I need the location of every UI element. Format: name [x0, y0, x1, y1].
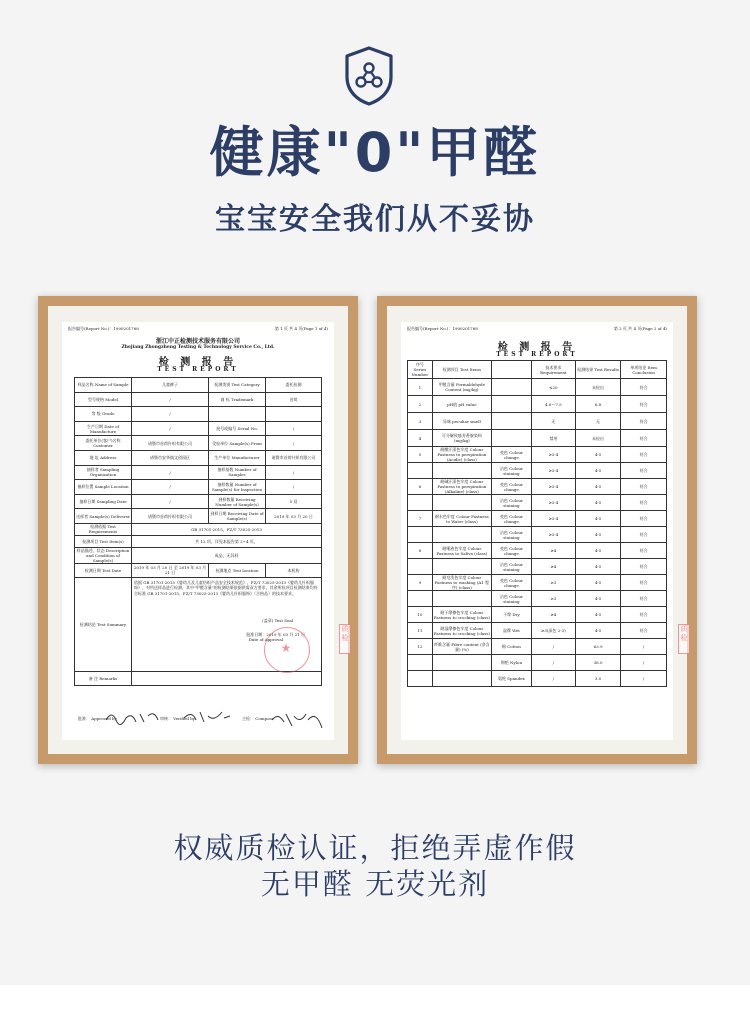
report-title-cn: 检 测 报 告 — [497, 342, 577, 353]
results-cell: ≥3 — [531, 591, 575, 607]
edge-seal-stamp: 质检 — [678, 624, 690, 654]
results-cell: 4.0～7.5 — [531, 396, 575, 413]
results-cell: 4-5 — [575, 575, 620, 591]
results-cell: ≤20 — [531, 379, 575, 396]
results-header-cell: 技术要求 Requirement — [531, 361, 575, 379]
report-info-cell: 型号规格 Model — [75, 392, 132, 407]
results-cell: 符合 — [621, 379, 667, 396]
report-info-cell: 生产日期 Date of Manufacture — [75, 421, 132, 436]
results-cell: ≥4 — [531, 559, 575, 575]
report-info-row — [75, 407, 322, 422]
results-cell: 符合 — [621, 430, 667, 447]
report-info-cell: 抽样日期 Sampling Date — [75, 494, 132, 509]
report-info-cell — [209, 407, 266, 422]
org-name-cn: 浙江中正检测技术服务有限公司 — [155, 338, 240, 345]
items-value: 共 12 项，详见本报告第 2~4 页。 — [132, 535, 322, 547]
results-cell: 符合 — [621, 413, 667, 430]
results-cell — [408, 559, 433, 575]
results-cell: 6 — [408, 479, 433, 495]
results-cell: 沾色 Colour staining — [492, 591, 532, 607]
results-cell: 4-5 — [575, 607, 620, 623]
test-date-value: 2019 年 03 月 20 日 至 2019 年 03 月 21 日 — [132, 563, 209, 577]
report-info-cell: 5 双 — [266, 494, 322, 509]
report-info-cell: / — [266, 465, 322, 480]
report-info-cell: 首荷 — [266, 392, 322, 407]
results-cell: 符合 — [621, 575, 667, 591]
report-info-cell: 抽样基数 Number of Samples — [209, 465, 266, 480]
report-info-row — [75, 465, 322, 480]
verified-by: 审核： Verified by — [160, 716, 196, 721]
report-info-cell: / — [132, 494, 209, 509]
results-cell: 4-5 — [575, 463, 620, 479]
signature-approver — [104, 708, 164, 726]
results-cell: ≥3-4 — [531, 511, 575, 527]
results-cell: 符合 — [621, 543, 667, 559]
report-info-cell: / — [132, 480, 209, 495]
shield-molecule-icon — [343, 45, 395, 107]
red-seal-stamp — [264, 627, 310, 673]
report-info-cell: 抽样者 Sampling Organization — [75, 465, 132, 480]
results-cell: 4-5 — [575, 623, 620, 639]
signature-compiler — [270, 708, 326, 732]
results-cell: 4-5 — [575, 479, 620, 495]
results-cell: 甲醛含量 Formaldehyde Content (mg/kg) — [432, 379, 491, 396]
results-cell: 4-5 — [575, 591, 620, 607]
requirements-label: 检测依据 Test Requirements — [75, 523, 132, 535]
report-info-row — [75, 450, 322, 465]
certificate-frame-left — [38, 296, 358, 764]
report-info-row — [75, 509, 322, 524]
results-cell: 4-5 — [575, 447, 620, 463]
results-cell: 未检出 — [575, 430, 620, 447]
report-info-cell: / — [132, 407, 209, 422]
frame-mat — [48, 306, 348, 754]
page-number: 第 1 页 共 4 页(Page 1 of 4) — [274, 326, 328, 331]
edge-seal-stamp: 质检 — [339, 624, 351, 654]
results-row — [408, 591, 667, 607]
results-cell: 63.9 — [575, 639, 620, 655]
results-header-cell: 检测结果 Test Results — [575, 361, 620, 379]
report-info-cell: 批号或编号 Serial No. — [209, 421, 266, 436]
report-info-cell: 诸暨市安华镇文创园区 — [132, 450, 209, 465]
results-row — [408, 607, 667, 623]
results-cell: / — [531, 655, 575, 671]
report-info-cell: / — [266, 480, 322, 495]
results-row — [408, 396, 667, 413]
results-row — [408, 671, 667, 687]
report-info-row — [75, 494, 322, 509]
results-row — [408, 543, 667, 559]
results-cell: 纤维含量 Fibre content (净含量) (%) — [432, 639, 491, 655]
page-number: 第 2 页 共 4 页(Page 2 of 4) — [613, 326, 667, 331]
report-info-cell: 地 址 Address — [75, 450, 132, 465]
report-info-cell: 送样者 Sample(s) Deliverer — [75, 509, 132, 524]
results-header-cell: 检测项目 Test Items — [432, 361, 491, 379]
results-cell: 符合 — [621, 479, 667, 495]
results-cell: 11 — [408, 623, 433, 639]
results-cell: 符合 — [621, 495, 667, 511]
report-info-cell: 诸暨市首荷针织有限公司 — [132, 509, 209, 524]
results-cell: 符合 — [621, 396, 667, 413]
report-info-cell: 诸暨市首荷针织有限公司 — [266, 450, 322, 465]
results-row — [408, 623, 667, 639]
report-info-row — [75, 421, 322, 436]
results-cell — [492, 413, 532, 430]
results-cell: / — [621, 655, 667, 671]
results-cell — [432, 463, 491, 479]
results-cell: ≥3(深色 2-3) — [531, 623, 575, 639]
results-cell: 5 — [408, 447, 433, 463]
results-cell — [492, 430, 532, 447]
caption-line-2: 无甲醛 无荧光剂 — [260, 867, 490, 901]
results-cell: ≥3 — [531, 575, 575, 591]
summary-text: 依据 GB 31701-2015《婴幼儿及儿童纺织产品安全技术规范》、FZ/T 73025-2013《婴幼儿针织服饰》，对所送样品进行检测，其中"甲醛含量"的检测结果依据供需双方要求，其余所检项目检测结果均符合标准 GB 31701-2015、FZ/T 73025-2013《婴幼儿针织服饰》（合格品）的技术要求。 — [134, 579, 318, 596]
results-cell: 4-5 — [575, 511, 620, 527]
results-cell: 变色 Colour change — [492, 511, 532, 527]
results-row — [408, 639, 667, 655]
report-info-cell: 等 级 Grade — [75, 407, 132, 422]
results-row — [408, 479, 667, 495]
report-info-cell: 2019 年 03 月 20 日 — [266, 509, 322, 524]
test-report-page-2 — [401, 322, 673, 740]
signature-verifier — [182, 708, 232, 726]
results-cell: 无 — [531, 413, 575, 430]
description-label: 样品描述、状态 Description and Condition of Sample(s) — [75, 547, 132, 563]
results-cell: 沾色 Colour staining — [492, 463, 532, 479]
description-value: 成品、无异样 — [132, 547, 322, 563]
results-cell: 变色 Colour change — [492, 479, 532, 495]
report-number: 报告编号(Report No.)：1900201768 — [68, 326, 139, 331]
results-cell: / — [531, 671, 575, 687]
seal-text: (盖章) Test Seal — [262, 618, 293, 624]
report-info-cell: 到样数量 Receiving Number of Sample(s) — [209, 494, 266, 509]
results-cell: 12 — [408, 639, 433, 655]
results-cell: ≥3-4 — [531, 527, 575, 543]
results-cell: 变色 Colour change — [492, 575, 532, 591]
report-info-cell: 检测类别 Test Category — [209, 378, 266, 393]
results-cell: 符合 — [621, 463, 667, 479]
results-cell — [432, 559, 491, 575]
results-cell: 异味 peculiar smell — [432, 413, 491, 430]
report-info-cell: 生产单位 Manufacturer — [209, 450, 266, 465]
items-label: 检测项目 Test Item(s) — [75, 535, 132, 547]
results-cell: 未检出 — [575, 379, 620, 396]
results-row — [408, 430, 667, 447]
results-cell — [432, 655, 491, 671]
results-cell: 符合 — [621, 559, 667, 575]
test-report-page-1 — [62, 322, 334, 740]
results-cell — [408, 591, 433, 607]
results-cell: 10 — [408, 607, 433, 623]
bottom-strip — [0, 985, 750, 1036]
results-row — [408, 575, 667, 591]
results-cell: 干摩 Dry — [492, 607, 532, 623]
results-row — [408, 527, 667, 543]
report-info-cell: / — [132, 392, 209, 407]
results-row — [408, 495, 667, 511]
results-cell — [432, 495, 491, 511]
results-cell: 耐碱汗渍色牢度 Colour Fastness to perspiration (Alkaline) (class) — [432, 479, 491, 495]
results-cell: 36.0 — [575, 655, 620, 671]
results-cell: / — [621, 639, 667, 655]
results-cell: 耐水色牢度 Colour Fastness to Water (class) — [432, 511, 491, 527]
results-cell: ≥3-4 — [531, 463, 575, 479]
summary-label: 检测结论 Test Summary — [75, 577, 132, 671]
results-row — [408, 413, 667, 430]
results-cell: 棉 Cotton — [492, 639, 532, 655]
results-cell: 符合 — [621, 591, 667, 607]
results-cell: / — [621, 671, 667, 687]
report-info-cell: 抽样位置 Sample Location — [75, 480, 132, 495]
report-title-en: TEST REPORT — [157, 366, 239, 373]
results-cell: 符合 — [621, 607, 667, 623]
results-cell: 氨纶 Spandex — [492, 671, 532, 687]
results-cell — [408, 655, 433, 671]
results-cell: pH值 pH value — [432, 396, 491, 413]
results-cell: 湿摩 Wet — [492, 623, 532, 639]
results-cell: ≥3-4 — [531, 495, 575, 511]
results-header-cell: 序号 Series Number — [408, 361, 433, 379]
report-info-cell: / — [132, 421, 209, 436]
results-cell: 沾色 Colour staining — [492, 495, 532, 511]
subheadline: 宝宝安全我们从不妥协 — [215, 202, 535, 237]
results-row — [408, 379, 667, 396]
location-value: 本机构 — [266, 563, 322, 577]
results-cell: 符合 — [621, 527, 667, 543]
results-cell — [408, 671, 433, 687]
results-row — [408, 559, 667, 575]
report-info-row — [75, 480, 322, 495]
report-info-cell: 委托单位(客户)名称 Customer — [75, 436, 132, 451]
report-info-cell: / — [266, 421, 322, 436]
remarks-label: 备 注 Remarks — [75, 671, 132, 685]
results-cell: / — [531, 639, 575, 655]
results-cell — [492, 379, 532, 396]
caption-line-1: 权威质检认证，拒绝弄虚作假 — [173, 831, 577, 865]
results-cell: 耐皂洗色牢度 Colour Fastness to washing (A1 程序) (class) — [432, 575, 491, 591]
results-cell: 符合 — [621, 623, 667, 639]
results-cell: 3.0 — [575, 671, 620, 687]
report-title-en: TEST REPORT — [496, 351, 578, 358]
results-cell: ≥4 — [531, 543, 575, 559]
results-cell — [432, 591, 491, 607]
results-row — [408, 447, 667, 463]
approval-date-en: Date of Approval — [248, 637, 283, 643]
results-cell: 3 — [408, 413, 433, 430]
report-header-line — [68, 326, 328, 332]
results-cell — [408, 527, 433, 543]
results-cell — [432, 671, 491, 687]
report-info-cell: 样品名称 Name of Sample — [75, 378, 132, 393]
results-cell — [408, 495, 433, 511]
results-cell: ≥3-4 — [531, 479, 575, 495]
results-cell: 4-5 — [575, 543, 620, 559]
report-info-cell: 到样日期 Receiving Date of Sample(s) — [209, 509, 266, 524]
requirements-value: GB 31701-2015、FZ/T 73025-2013 — [132, 523, 322, 535]
results-cell: 6.8 — [575, 396, 620, 413]
report-info-cell: / — [132, 465, 209, 480]
report-info-cell: / — [266, 436, 322, 451]
report-info-cell: 受检单位 Sample(s) From — [209, 436, 266, 451]
headline: 健康"0"甲醛 — [209, 121, 541, 184]
results-cell: 耐湿摩擦色牢度 Colour Fastness to crocking (class) — [432, 623, 491, 639]
results-cell: 沾色 Colour staining — [492, 559, 532, 575]
results-cell: 可分解致癌芳香胺染料 (mg/kg) — [432, 430, 491, 447]
report-title-cn: 检 测 报 告 — [158, 357, 238, 368]
results-cell: 符合 — [621, 511, 667, 527]
report-info-row — [75, 436, 322, 451]
results-cell: 7 — [408, 511, 433, 527]
results-cell: 9 — [408, 575, 433, 591]
report-info-cell: 商 标 Trademark — [209, 392, 266, 407]
results-header-cell: 单项结论 Item Conclusion — [621, 361, 667, 379]
compiled-by: 主检： Compose — [242, 716, 274, 721]
results-cell: 沾色 Colour staining — [492, 527, 532, 543]
results-header-cell — [492, 361, 532, 379]
report-header-line — [407, 326, 667, 332]
results-cell — [408, 463, 433, 479]
test-date-label: 检测日期 Test Date — [75, 563, 132, 577]
seal-star-icon: ★ — [280, 641, 292, 655]
results-cell: 4-5 — [575, 527, 620, 543]
report-info-row — [75, 378, 322, 393]
test-results-table — [407, 360, 667, 687]
results-cell: 4-5 — [575, 559, 620, 575]
results-cell — [432, 527, 491, 543]
report-number: 报告编号(Report No.)：1900201768 — [407, 326, 478, 331]
results-cell: 8 — [408, 543, 433, 559]
results-cell: 耐酸汗渍色牢度 Colour Fastness to perspiration (Acidic) (class) — [432, 447, 491, 463]
location-label: 检测地点 Test location — [209, 563, 266, 577]
results-cell: 2 — [408, 396, 433, 413]
report-info-cell: 儿童裤子 — [132, 378, 209, 393]
report-info-cell — [266, 407, 322, 422]
report-info-cell: 委托检测 — [266, 378, 322, 393]
results-cell: 禁用 — [531, 430, 575, 447]
results-cell: 4 — [408, 430, 433, 447]
report-info-cell: 诸暨市首荷针织有限公司 — [132, 436, 209, 451]
report-info-cell: 抽样数量 Number of Sample(s) for Inspection — [209, 480, 266, 495]
results-cell: 耐唾液色牢度 Colour Fastness to Saliva (class) — [432, 543, 491, 559]
results-cell: 锦纶 Nylon — [492, 655, 532, 671]
results-cell: 1 — [408, 379, 433, 396]
approval-date: 批准日期：2019 年 03 月 21 日 — [246, 631, 305, 637]
certificate-frame-right — [377, 296, 697, 764]
results-cell: 4-5 — [575, 495, 620, 511]
results-cell: ≥3-4 — [531, 447, 575, 463]
results-row — [408, 655, 667, 671]
results-cell: 变色 Colour change — [492, 543, 532, 559]
frame-mat — [387, 306, 687, 754]
remarks-value — [132, 671, 322, 685]
results-row — [408, 463, 667, 479]
results-cell: 无 — [575, 413, 620, 430]
results-cell: 耐干摩擦色牢度 Colour Fastness to crocking (class) — [432, 607, 491, 623]
results-cell: ≥4 — [531, 607, 575, 623]
results-cell: 符合 — [621, 447, 667, 463]
org-name-en: Zhejiang Zhongzheng Testing & Technology Service Co., Ltd. — [121, 345, 275, 350]
results-row — [408, 511, 667, 527]
results-cell: 变色 Colour change — [492, 447, 532, 463]
results-cell — [492, 396, 532, 413]
approved-by: 批准： Approved by — [78, 716, 117, 721]
report-info-row — [75, 392, 322, 407]
